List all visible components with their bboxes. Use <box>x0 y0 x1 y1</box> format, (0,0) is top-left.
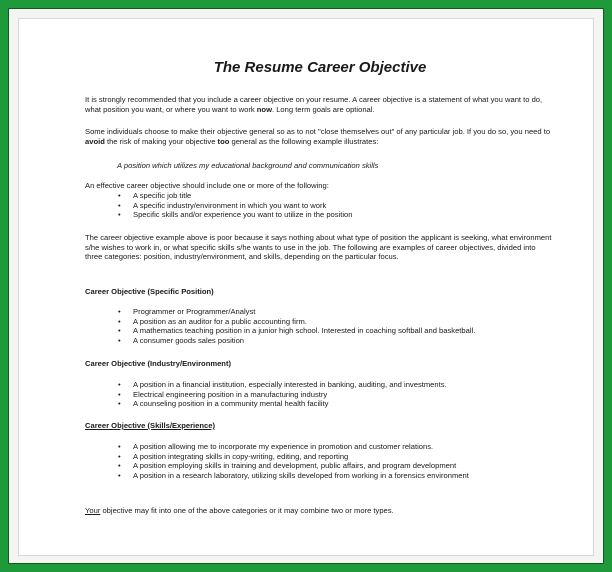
warning-text-3: general as the following example illustrates: <box>229 136 379 146</box>
list-item: • A counseling position in a community mental health facility <box>85 399 555 409</box>
closing-text: objective may fit into one of the above categories or it may combine two or more types. <box>100 506 394 515</box>
warning-text-2: the risk of making your objective <box>104 136 218 146</box>
list-item: • A position employing skills in training and development, public affairs, and program development <box>85 461 555 471</box>
should-include-text: An effective career objective should include one or more of the following: <box>85 181 329 190</box>
include-list <box>85 191 555 220</box>
list-item: • A mathematics teaching position in a junior high school. Interested in coaching softball and basketball. <box>85 326 555 336</box>
list-item: • A position integrating skills in copy-writing, editing, and reporting <box>85 452 555 462</box>
list-item: • A consumer goods sales position <box>85 336 555 346</box>
section-heading-skills: Career Objective (Skills/Experience) <box>85 421 216 430</box>
general-warning-paragraph <box>85 127 555 146</box>
list-item: • Programmer or Programmer/Analyst <box>85 307 555 317</box>
warning-bold-1: avoid <box>85 136 105 146</box>
section-heading-industry: Career Objective (Industry/Environment) <box>85 359 232 368</box>
closing-sentence <box>85 506 555 516</box>
intro-bold: now <box>256 104 272 114</box>
list-item: • A position in a financial institution, especially interested in banking, auditing, and investments. <box>85 380 555 390</box>
warning-text-1: Some individuals choose to make their objective general so as to not "close themselves out" of any particular job. If you do so, you need to <box>85 127 551 136</box>
list-item: • A position as an auditor for a public accounting firm. <box>85 317 555 327</box>
example-quote: A position which utilizes my educational background and communication skills <box>117 161 379 170</box>
skills-list <box>85 442 555 480</box>
page-title: The Resume Career Objective <box>213 59 427 76</box>
section-heading-position: Career Objective (Specific Position) <box>85 287 214 296</box>
list-item: • Specific skills and/or experience you want to utilize in the position <box>85 210 555 220</box>
intro-text-2: . Long term goals are optional. <box>271 104 375 114</box>
warning-bold-2: too <box>217 136 230 146</box>
industry-list <box>85 380 555 409</box>
position-list <box>85 307 555 345</box>
closing-underlined-word: Your <box>85 506 101 515</box>
list-item: • A specific job title <box>85 191 555 201</box>
document-page <box>19 19 593 555</box>
intro-paragraph <box>85 95 555 114</box>
list-item: • A position allowing me to incorporate my experience in promotion and customer relations. <box>85 442 555 452</box>
frame-inner <box>8 8 604 564</box>
list-item: • A specific industry/environment in which you want to work <box>85 201 555 211</box>
list-item: • A position in a research laboratory, utilizing skills developed from working in a forensics environment <box>85 471 555 481</box>
list-item: • Electrical engineering position in a manufacturing industry <box>85 390 555 400</box>
intro-text-1: It is strongly recommended that you include a career objective on your resume. A career objective is a statement of what you want to do, what position you want, or where you want to work <box>85 95 543 114</box>
poor-explanation-paragraph: The career objective example above is poor because it says nothing about what type of position the applicant is seeking, what environment s/he wishes to work in, or what specific skills s/he wants to use in the job. The following are examples of career objectives, divided into three categories: position, industry/environment, and skills, depending on the particular focus. <box>85 233 552 262</box>
